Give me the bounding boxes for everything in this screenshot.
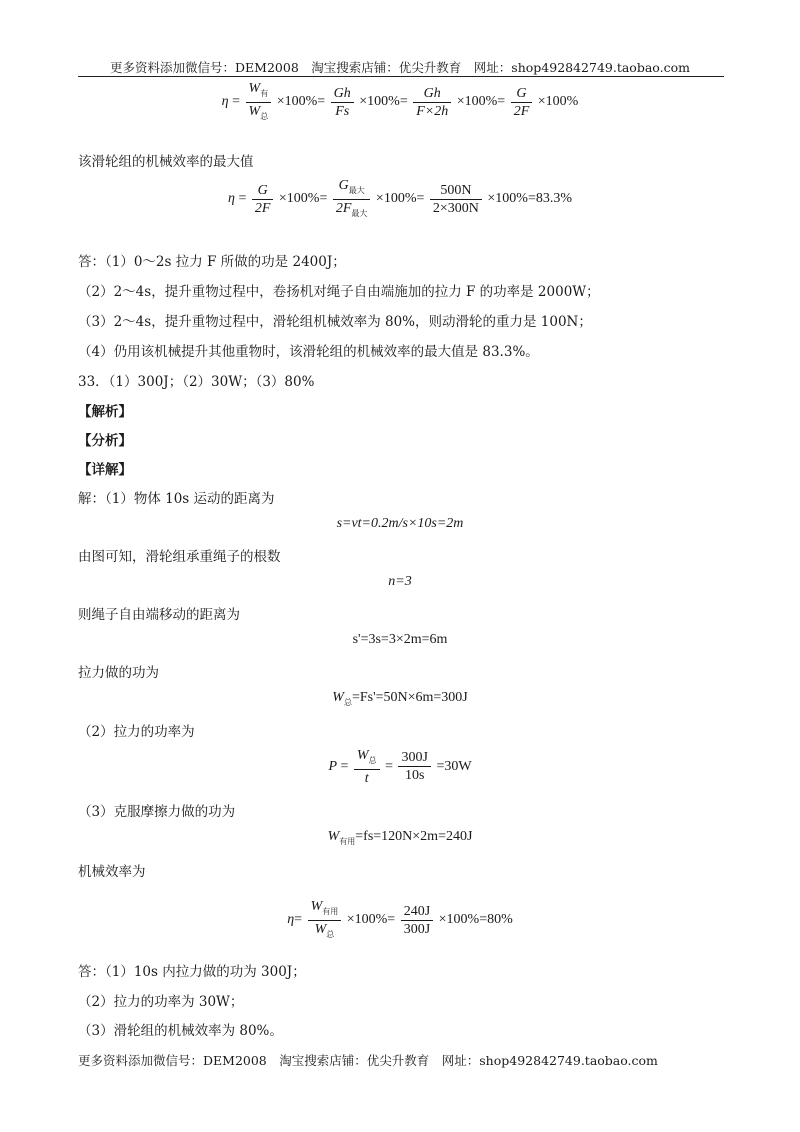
q33-step3-text: 则绳子自由端移动的距离为 [78, 607, 240, 623]
q33-step2-text: 由图可知，滑轮组承重绳子的根数 [78, 549, 281, 565]
page-header: 更多资料添加微信号：DEM2008 淘宝搜索店铺：优尖升教育 网址：shop492842749.taobao.com [110, 60, 690, 75]
q33-summary: 33．（1）300J；（2）30W；（3）80% [78, 374, 315, 390]
header-rule [78, 76, 724, 77]
q33-answer-1: 答：（1）10s 内拉力做的功为 300J； [78, 964, 306, 980]
q33-xiangjie-heading: 【详解】 [78, 462, 132, 478]
q33-jiexi-heading: 【解析】 [78, 404, 132, 420]
max-efficiency-formula: η = $\frac{G}{2F}$ ×100%= $\frac{G_{最大}}{2F_{最大}}$ ×100%= $\frac{500N}{2\times 300N}$ ×100%=83.3% [0, 177, 800, 222]
q33-step4-text: 拉力做的功为 [78, 665, 159, 681]
q33-fenxi-heading: 【分析】 [78, 433, 132, 449]
q33-efficiency-equation: η= $\frac{W_{有用}}{W_总}$ ×100%= $\frac{240J}{300J}$ ×100%=80% [0, 898, 800, 943]
q33-rope-distance-equation: s'=3s=3×2m=6m [352, 632, 448, 647]
answer-32-line-1: 答：（1）0～2s 拉力 F 所做的功是 2400J； [78, 254, 346, 270]
q33-step5-text: （2）拉力的功率为 [78, 724, 195, 740]
answer-32-line-4: （4）仍用该机械提升其他重物时，该滑轮组的机械效率的最大值是 83.3%。 [78, 344, 539, 360]
q33-step1-text: 解：（1）物体 10s 运动的距离为 [78, 491, 275, 507]
q33-answer-2: （2）拉力的功率为 30W； [78, 994, 244, 1010]
q33-useful-work-equation: $W_{有用}=fs=120N\times 2m=240J$ [327, 829, 473, 846]
q33-distance-equation: s=vt=0.2m/s×10s=2m [336, 516, 464, 531]
page-footer: 更多资料添加微信号：DEM2008 淘宝搜索店铺：优尖升教育 网址：shop492842749.taobao.com [78, 1053, 658, 1068]
q33-power-equation: P = $\frac{W_总}{t}$ = $\frac{300J}{10s}$ =30W [328, 748, 472, 786]
efficiency-formula-derivation: η = $\frac{W_有}{W_总}$ ×100%= $\frac{Gh}{Fs}$ ×100%= $\frac{Gh}{F\times 2h}$ ×100%= $\frac{G}{2F}$ ×100% [0, 80, 800, 125]
max-efficiency-label: 该滑轮组的机械效率的最大值 [78, 154, 254, 170]
q33-step6-text: （3）克服摩擦力做的功为 [78, 804, 236, 820]
q33-total-work-equation: $W_总=Fs'=50N\times 6m=300J$ [332, 690, 468, 707]
answer-32-line-3: （3）2～4s，提升重物过程中，滑轮组机械效率为 80%，则动滑轮的重力是 100N； [78, 314, 592, 330]
answer-32-line-2: （2）2～4s，提升重物过程中，卷扬机对绳子自由端施加的拉力 F 的功率是 2000W； [78, 284, 600, 300]
q33-rope-count-equation: n=3 [388, 574, 412, 589]
q33-answer-3: （3）滑轮组的机械效率为 80%。 [78, 1023, 283, 1039]
q33-step7-text: 机械效率为 [78, 864, 146, 880]
